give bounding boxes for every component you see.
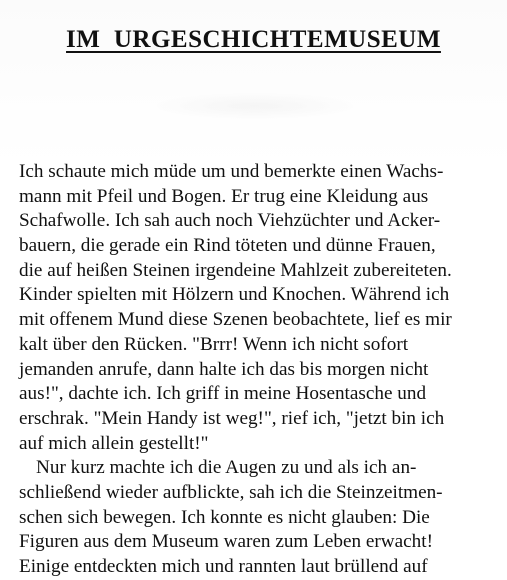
text-line: mann mit Pfeil und Bogen. Er trug eine Kleidung aus xyxy=(19,185,429,207)
document-title: IM URGESCHICHTEMUSEUM xyxy=(66,26,441,53)
paragraph-start-line: Nur kurz machte ich die Augen zu und als ich an- xyxy=(36,457,417,479)
text-line: aus!", dachte ich. Ich griff in meine Hosentasche und xyxy=(19,383,427,405)
text-line: Schafwolle. Ich sah auch noch Viehzüchter und Acker- xyxy=(19,210,441,232)
text-line: erschrak. "Mein Handy ist weg!", rief ich, "jetzt bin ich xyxy=(19,407,445,429)
text-line: mit offenem Mund diese Szenen beobachtete, lief es mir xyxy=(19,309,452,331)
text-line: kalt über den Rücken. "Brrr! Wenn ich nicht sofort xyxy=(19,333,409,355)
scan-smudge xyxy=(150,92,360,120)
text-line: jemanden anrufe, dann halte ich das bis morgen nicht xyxy=(19,358,429,380)
text-line: die auf heißen Steinen irgendeine Mahlzeit zubereiteten. xyxy=(19,259,452,281)
text-line: schließend wieder aufblickte, sah ich die Steinzeitmen- xyxy=(19,481,443,503)
text-line: auf mich allein gestellt!" xyxy=(19,432,209,454)
text-line: Kinder spielten mit Hölzern und Knochen. Während ich xyxy=(19,284,450,306)
text-line: Ich schaute mich müde um und bemerkte einen Wachs- xyxy=(19,161,444,182)
text-line: Einige entdeckten mich und rannten laut brüllend auf xyxy=(19,556,428,577)
text-line: Figuren aus dem Museum waren zum Leben erwacht! xyxy=(19,531,433,553)
text-line: bauern, die gerade ein Rind töteten und dünne Frauen, xyxy=(19,235,436,257)
text-line: schen sich bewegen. Ich konnte es nicht glauben: Die xyxy=(19,506,430,528)
story-text xyxy=(19,160,497,580)
